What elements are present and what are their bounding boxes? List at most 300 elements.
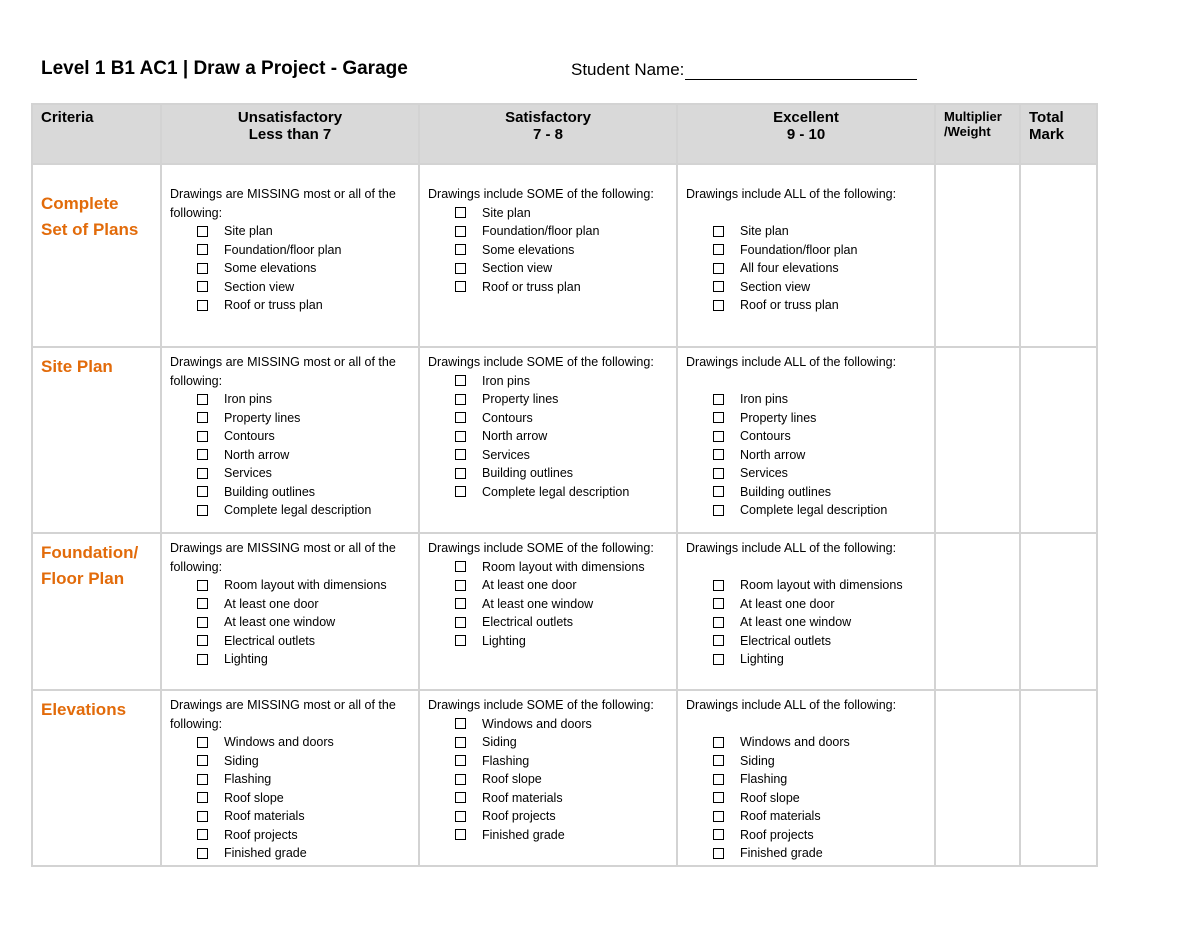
unsatisfactory-cell: [161, 347, 419, 533]
checklist: [686, 390, 926, 520]
checklist-item-label: Finished grade: [740, 846, 823, 860]
checklist: [428, 204, 668, 297]
checklist-item: [197, 501, 410, 520]
checklist-item: [197, 259, 410, 278]
checklist-item-label: Building outlines: [482, 466, 574, 480]
checklist-item-label: Building outlines: [224, 484, 316, 499]
checklist-item-label: Section view: [224, 279, 295, 294]
empty-checkbox-icon[interactable]: [197, 244, 208, 255]
checklist-item-label: At least one door: [224, 596, 319, 611]
cell-intro: Drawings include SOME of the following:: [428, 187, 654, 201]
unsatisfactory-description: [162, 165, 418, 317]
empty-checkbox-icon[interactable]: [197, 829, 208, 840]
total-mark-cell[interactable]: [1020, 347, 1097, 533]
empty-checkbox-icon[interactable]: [197, 263, 208, 274]
satisfactory-description: [420, 691, 676, 846]
checklist-item-label: Services: [482, 447, 530, 462]
checklist-item: [455, 446, 668, 465]
checklist-item: [713, 409, 926, 428]
header-excellent: Excellent 9 - 10: [677, 104, 935, 164]
criterion-label: [33, 348, 160, 386]
excellent-cell: [677, 347, 935, 533]
empty-checkbox-icon[interactable]: [713, 431, 724, 442]
cell-intro: Drawings include SOME of the following:: [428, 698, 654, 712]
checklist-item-label: Roof slope: [482, 772, 542, 786]
checklist-item-label: Building outlines: [740, 484, 832, 499]
rubric-table: [31, 103, 1098, 867]
empty-checkbox-icon[interactable]: [197, 281, 208, 292]
excellent-description: [678, 348, 934, 522]
checklist-item-label: Flashing: [224, 772, 272, 786]
checklist-item: [455, 409, 668, 428]
checklist-item-label: Flashing: [740, 772, 788, 786]
empty-checkbox-icon[interactable]: [713, 263, 724, 274]
checklist-item-label: North arrow: [740, 447, 806, 462]
checklist-item: [197, 446, 410, 465]
empty-checkbox-icon[interactable]: [713, 617, 724, 628]
empty-checkbox-icon[interactable]: [197, 617, 208, 628]
empty-checkbox-icon[interactable]: [713, 811, 724, 822]
unsatisfactory-description: [162, 534, 418, 671]
checklist-item-label: Complete legal description: [224, 503, 372, 517]
checklist-item: [713, 501, 926, 520]
checklist-item: [197, 464, 410, 483]
empty-checkbox-icon[interactable]: [197, 468, 208, 479]
checklist-item: [713, 752, 926, 771]
checklist-item: [455, 770, 668, 789]
empty-checkbox-icon[interactable]: [197, 226, 208, 237]
checklist-item-label: North arrow: [224, 447, 290, 462]
satisfactory-cell: [419, 533, 677, 690]
empty-checkbox-icon[interactable]: [455, 737, 466, 748]
checklist-item-label: Flashing: [482, 753, 530, 768]
checklist-item: [455, 715, 668, 734]
checklist-item: [455, 427, 668, 446]
empty-checkbox-icon[interactable]: [197, 598, 208, 609]
empty-checkbox-icon[interactable]: [713, 244, 724, 255]
empty-checkbox-icon[interactable]: [713, 755, 724, 766]
checklist-item-label: Roof or truss plan: [740, 298, 839, 312]
empty-checkbox-icon[interactable]: [197, 635, 208, 646]
spacer: [686, 204, 926, 223]
empty-checkbox-icon[interactable]: [197, 654, 208, 665]
checklist-item-label: Foundation/floor plan: [740, 242, 858, 257]
checklist-item: [455, 632, 668, 651]
empty-checkbox-icon[interactable]: [455, 718, 466, 729]
header-satisfactory: Satisfactory 7 - 8: [419, 104, 677, 164]
cell-intro: Drawings are MISSING most or all of the following:: [170, 698, 396, 731]
checklist-item-label: Contours: [482, 410, 533, 425]
empty-checkbox-icon[interactable]: [713, 449, 724, 460]
checklist-item: [455, 204, 668, 223]
unsatisfactory-description: [162, 691, 418, 865]
empty-checkbox-icon[interactable]: [455, 375, 466, 386]
criterion-cell: [32, 164, 161, 347]
checklist-item: [197, 241, 410, 260]
total-mark-cell[interactable]: [1020, 533, 1097, 690]
checklist-item: [455, 807, 668, 826]
checklist: [686, 576, 926, 669]
checklist-item: [197, 576, 410, 595]
checklist-item: [197, 632, 410, 651]
checklist-item: [197, 483, 410, 502]
empty-checkbox-icon[interactable]: [455, 281, 466, 292]
satisfactory-description: [420, 165, 676, 298]
empty-checkbox-icon[interactable]: [713, 394, 724, 405]
page-title: Level 1 B1 AC1 | Draw a Project - Garage: [41, 58, 408, 79]
checklist-item: [197, 427, 410, 446]
empty-checkbox-icon[interactable]: [197, 300, 208, 311]
empty-checkbox-icon[interactable]: [455, 774, 466, 785]
empty-checkbox-icon[interactable]: [713, 848, 724, 859]
empty-checkbox-icon[interactable]: [455, 580, 466, 591]
checklist-item-label: Section view: [482, 261, 553, 275]
criterion-line: Floor Plan: [41, 569, 125, 588]
header-criteria: Criteria: [32, 104, 161, 164]
checklist-item-label: Lighting: [224, 652, 268, 666]
checklist-item-label: Contours: [740, 429, 791, 443]
checklist-item: [197, 390, 410, 409]
empty-checkbox-icon[interactable]: [713, 281, 724, 292]
satisfactory-cell: [419, 347, 677, 533]
checklist-item: [197, 278, 410, 297]
empty-checkbox-icon[interactable]: [455, 394, 466, 405]
empty-checkbox-icon[interactable]: [713, 654, 724, 665]
checklist-item: [713, 576, 926, 595]
checklist-item: [455, 558, 668, 577]
empty-checkbox-icon[interactable]: [713, 300, 724, 311]
checklist-item: [455, 483, 668, 502]
checklist-item-label: Contours: [224, 429, 275, 443]
checklist-item: [713, 222, 926, 241]
checklist-item-label: Site plan: [740, 224, 789, 238]
checklist-item: [713, 789, 926, 808]
empty-checkbox-icon[interactable]: [713, 580, 724, 591]
checklist-item-label: Finished grade: [224, 846, 307, 860]
empty-checkbox-icon[interactable]: [455, 617, 466, 628]
criterion-line: Complete: [41, 194, 119, 213]
unsatisfactory-description: [162, 348, 418, 522]
checklist-item-label: Siding: [740, 753, 775, 768]
empty-checkbox-icon[interactable]: [455, 244, 466, 255]
empty-checkbox-icon[interactable]: [197, 431, 208, 442]
checklist-item-label: Iron pins: [224, 392, 272, 406]
checklist-item: [713, 807, 926, 826]
checklist-item-label: Siding: [224, 753, 259, 768]
student-name-field: [571, 60, 917, 80]
checklist-item-label: Roof projects: [224, 827, 298, 842]
checklist-item-label: Some elevations: [482, 242, 575, 257]
rubric-row: [32, 690, 1097, 866]
empty-checkbox-icon[interactable]: [455, 829, 466, 840]
satisfactory-cell: [419, 690, 677, 866]
spacer: [686, 715, 926, 734]
checklist-item-label: Roof slope: [740, 790, 800, 805]
checklist: [428, 558, 668, 651]
checklist-item: [713, 844, 926, 863]
checklist-item-label: Iron pins: [482, 373, 530, 388]
criterion-label: [33, 165, 160, 249]
checklist-item-label: Site plan: [224, 224, 273, 238]
checklist-item: [713, 390, 926, 409]
empty-checkbox-icon[interactable]: [455, 635, 466, 646]
checklist-item-label: Roof projects: [740, 827, 814, 842]
empty-checkbox-icon[interactable]: [713, 486, 724, 497]
empty-checkbox-icon[interactable]: [713, 737, 724, 748]
satisfactory-description: [420, 534, 676, 652]
checklist-item-label: Foundation/floor plan: [482, 224, 600, 238]
checklist-item-label: Complete legal description: [740, 503, 888, 517]
checklist-item: [455, 613, 668, 632]
empty-checkbox-icon[interactable]: [713, 829, 724, 840]
checklist-item-label: Roof materials: [482, 790, 563, 805]
checklist-item-label: All four elevations: [740, 261, 839, 275]
checklist-item: [455, 576, 668, 595]
empty-checkbox-icon[interactable]: [713, 412, 724, 423]
checklist-item: [713, 296, 926, 315]
student-name-label: Student Name:: [571, 60, 685, 79]
checklist-item: [197, 595, 410, 614]
empty-checkbox-icon[interactable]: [197, 737, 208, 748]
empty-checkbox-icon[interactable]: [455, 486, 466, 497]
criterion-cell: [32, 533, 161, 690]
total-mark-cell[interactable]: [1020, 690, 1097, 866]
satisfactory-cell: [419, 164, 677, 347]
checklist-item-label: Lighting: [740, 652, 784, 666]
checklist-item: [713, 241, 926, 260]
checklist-item: [713, 826, 926, 845]
excellent-cell: [677, 164, 935, 347]
checklist-item: [455, 752, 668, 771]
criterion-label: [33, 534, 160, 598]
empty-checkbox-icon[interactable]: [713, 635, 724, 646]
checklist: [170, 222, 410, 315]
excellent-cell: [677, 533, 935, 690]
checklist-item: [197, 807, 410, 826]
checklist-item: [455, 789, 668, 808]
empty-checkbox-icon[interactable]: [197, 394, 208, 405]
checklist-item: [455, 464, 668, 483]
checklist-item: [713, 464, 926, 483]
checklist-item-label: Room layout with dimensions: [482, 559, 645, 574]
empty-checkbox-icon[interactable]: [197, 412, 208, 423]
checklist-item-label: Roof materials: [740, 809, 821, 823]
checklist-item: [713, 278, 926, 297]
empty-checkbox-icon[interactable]: [197, 580, 208, 591]
checklist-item-label: Electrical outlets: [482, 615, 574, 629]
empty-checkbox-icon[interactable]: [455, 449, 466, 460]
empty-checkbox-icon[interactable]: [455, 468, 466, 479]
empty-checkbox-icon[interactable]: [455, 207, 466, 218]
checklist-item-label: Services: [740, 466, 788, 480]
checklist-item-label: Roof projects: [482, 809, 556, 823]
checklist-item: [713, 483, 926, 502]
checklist-item-label: Lighting: [482, 633, 526, 648]
empty-checkbox-icon[interactable]: [455, 755, 466, 766]
header-unsatisfactory: Unsatisfactory Less than 7: [161, 104, 419, 164]
checklist-item-label: Electrical outlets: [224, 633, 316, 648]
checklist-item-label: Siding: [482, 735, 517, 749]
checklist-item-label: Finished grade: [482, 827, 565, 842]
criterion-line: Site Plan: [41, 357, 113, 376]
checklist-item-label: Foundation/floor plan: [224, 242, 342, 257]
checklist-item: [455, 733, 668, 752]
checklist-item: [455, 826, 668, 845]
empty-checkbox-icon[interactable]: [455, 263, 466, 274]
checklist-item-label: Section view: [740, 279, 811, 294]
empty-checkbox-icon[interactable]: [197, 505, 208, 516]
rubric-row: [32, 533, 1097, 690]
multiplier-cell[interactable]: [935, 164, 1020, 347]
header-multiplier: Multiplier /Weight: [935, 104, 1020, 164]
checklist-item: [455, 222, 668, 241]
empty-checkbox-icon[interactable]: [713, 505, 724, 516]
checklist-item: [197, 844, 410, 863]
checklist-item: [197, 222, 410, 241]
empty-checkbox-icon[interactable]: [197, 811, 208, 822]
empty-checkbox-icon[interactable]: [197, 755, 208, 766]
checklist-item-label: Property lines: [740, 410, 817, 425]
cell-intro: Drawings include ALL of the following:: [686, 355, 897, 369]
empty-checkbox-icon[interactable]: [455, 811, 466, 822]
cell-intro: Drawings include ALL of the following:: [686, 541, 897, 555]
cell-intro: Drawings are MISSING most or all of the following:: [170, 541, 396, 574]
empty-checkbox-icon[interactable]: [455, 598, 466, 609]
checklist: [686, 733, 926, 863]
checklist-item-label: Windows and doors: [224, 735, 334, 749]
unsatisfactory-cell: [161, 533, 419, 690]
checklist-item-label: Site plan: [482, 205, 531, 220]
checklist-item: [713, 446, 926, 465]
checklist-item: [197, 613, 410, 632]
criterion-line: Foundation/: [41, 543, 139, 562]
criterion-line: Elevations: [41, 700, 127, 719]
empty-checkbox-icon[interactable]: [455, 412, 466, 423]
unsatisfactory-cell: [161, 164, 419, 347]
checklist-item: [197, 789, 410, 808]
checklist-item: [197, 296, 410, 315]
checklist-item: [713, 427, 926, 446]
excellent-description: [678, 534, 934, 671]
cell-intro: Drawings include ALL of the following:: [686, 187, 897, 201]
checklist-item-label: Electrical outlets: [740, 633, 832, 648]
excellent-description: [678, 691, 934, 865]
checklist-item-label: At least one door: [482, 578, 577, 592]
checklist-item-label: Windows and doors: [740, 735, 850, 749]
unsatisfactory-cell: [161, 690, 419, 866]
checklist-item: [455, 372, 668, 391]
criterion-cell: [32, 347, 161, 533]
total-mark-cell[interactable]: [1020, 164, 1097, 347]
checklist-item: [197, 733, 410, 752]
checklist-item-label: Roof materials: [224, 809, 305, 823]
criterion-cell: [32, 690, 161, 866]
checklist: [428, 715, 668, 845]
rubric-row: [32, 164, 1097, 347]
checklist-item: [713, 770, 926, 789]
checklist-item-label: North arrow: [482, 429, 548, 443]
checklist: [170, 390, 410, 520]
empty-checkbox-icon[interactable]: [713, 792, 724, 803]
empty-checkbox-icon[interactable]: [455, 226, 466, 237]
spacer: [686, 558, 926, 577]
checklist-item: [713, 613, 926, 632]
empty-checkbox-icon[interactable]: [197, 848, 208, 859]
checklist-item: [713, 259, 926, 278]
checklist-item: [455, 278, 668, 297]
checklist-item: [455, 259, 668, 278]
empty-checkbox-icon[interactable]: [713, 226, 724, 237]
empty-checkbox-icon[interactable]: [197, 792, 208, 803]
checklist-item: [455, 595, 668, 614]
checklist-item: [455, 390, 668, 409]
checklist-item: [197, 826, 410, 845]
checklist-item-label: Iron pins: [740, 392, 788, 406]
checklist-item-label: Property lines: [224, 410, 301, 425]
checklist-item: [197, 752, 410, 771]
checklist-item: [197, 650, 410, 669]
checklist-item-label: Some elevations: [224, 261, 317, 275]
checklist-item-label: Services: [224, 466, 272, 480]
checklist: [170, 576, 410, 669]
checklist-item: [713, 632, 926, 651]
cell-intro: Drawings are MISSING most or all of the following:: [170, 187, 396, 220]
empty-checkbox-icon[interactable]: [197, 774, 208, 785]
checklist-item-label: At least one window: [482, 596, 594, 611]
checklist-item: [197, 770, 410, 789]
checklist-item-label: At least one door: [740, 596, 835, 611]
checklist-item-label: Room layout with dimensions: [224, 578, 387, 592]
cell-intro: Drawings are MISSING most or all of the following:: [170, 355, 396, 388]
empty-checkbox-icon[interactable]: [713, 774, 724, 785]
empty-checkbox-icon[interactable]: [197, 449, 208, 460]
empty-checkbox-icon[interactable]: [455, 561, 466, 572]
criterion-label: [33, 691, 160, 729]
checklist-item-label: At least one window: [224, 615, 336, 629]
excellent-cell: [677, 690, 935, 866]
rubric-row: [32, 347, 1097, 533]
checklist: [170, 733, 410, 863]
checklist-item-label: Property lines: [482, 392, 559, 406]
cell-intro: Drawings include ALL of the following:: [686, 698, 897, 712]
checklist-item: [197, 409, 410, 428]
checklist-item-label: Roof or truss plan: [482, 279, 581, 294]
empty-checkbox-icon[interactable]: [713, 468, 724, 479]
criterion-line: Set of Plans: [41, 220, 139, 239]
checklist-item-label: Room layout with dimensions: [740, 578, 903, 592]
checklist: [686, 222, 926, 315]
cell-intro: Drawings include SOME of the following:: [428, 541, 654, 555]
empty-checkbox-icon[interactable]: [713, 598, 724, 609]
satisfactory-description: [420, 348, 676, 503]
checklist-item: [713, 595, 926, 614]
table-header-row: [32, 104, 1097, 164]
empty-checkbox-icon[interactable]: [455, 792, 466, 803]
checklist-item: [455, 241, 668, 260]
checklist-item-label: Roof or truss plan: [224, 298, 323, 312]
cell-intro: Drawings include SOME of the following:: [428, 355, 654, 369]
spacer: [686, 372, 926, 391]
checklist-item: [713, 650, 926, 669]
checklist-item-label: Windows and doors: [482, 716, 592, 731]
multiplier-cell[interactable]: [935, 347, 1020, 533]
empty-checkbox-icon[interactable]: [455, 431, 466, 442]
checklist-item-label: At least one window: [740, 615, 852, 629]
empty-checkbox-icon[interactable]: [197, 486, 208, 497]
multiplier-cell[interactable]: [935, 533, 1020, 690]
student-name-blank[interactable]: [685, 62, 917, 80]
multiplier-cell[interactable]: [935, 690, 1020, 866]
